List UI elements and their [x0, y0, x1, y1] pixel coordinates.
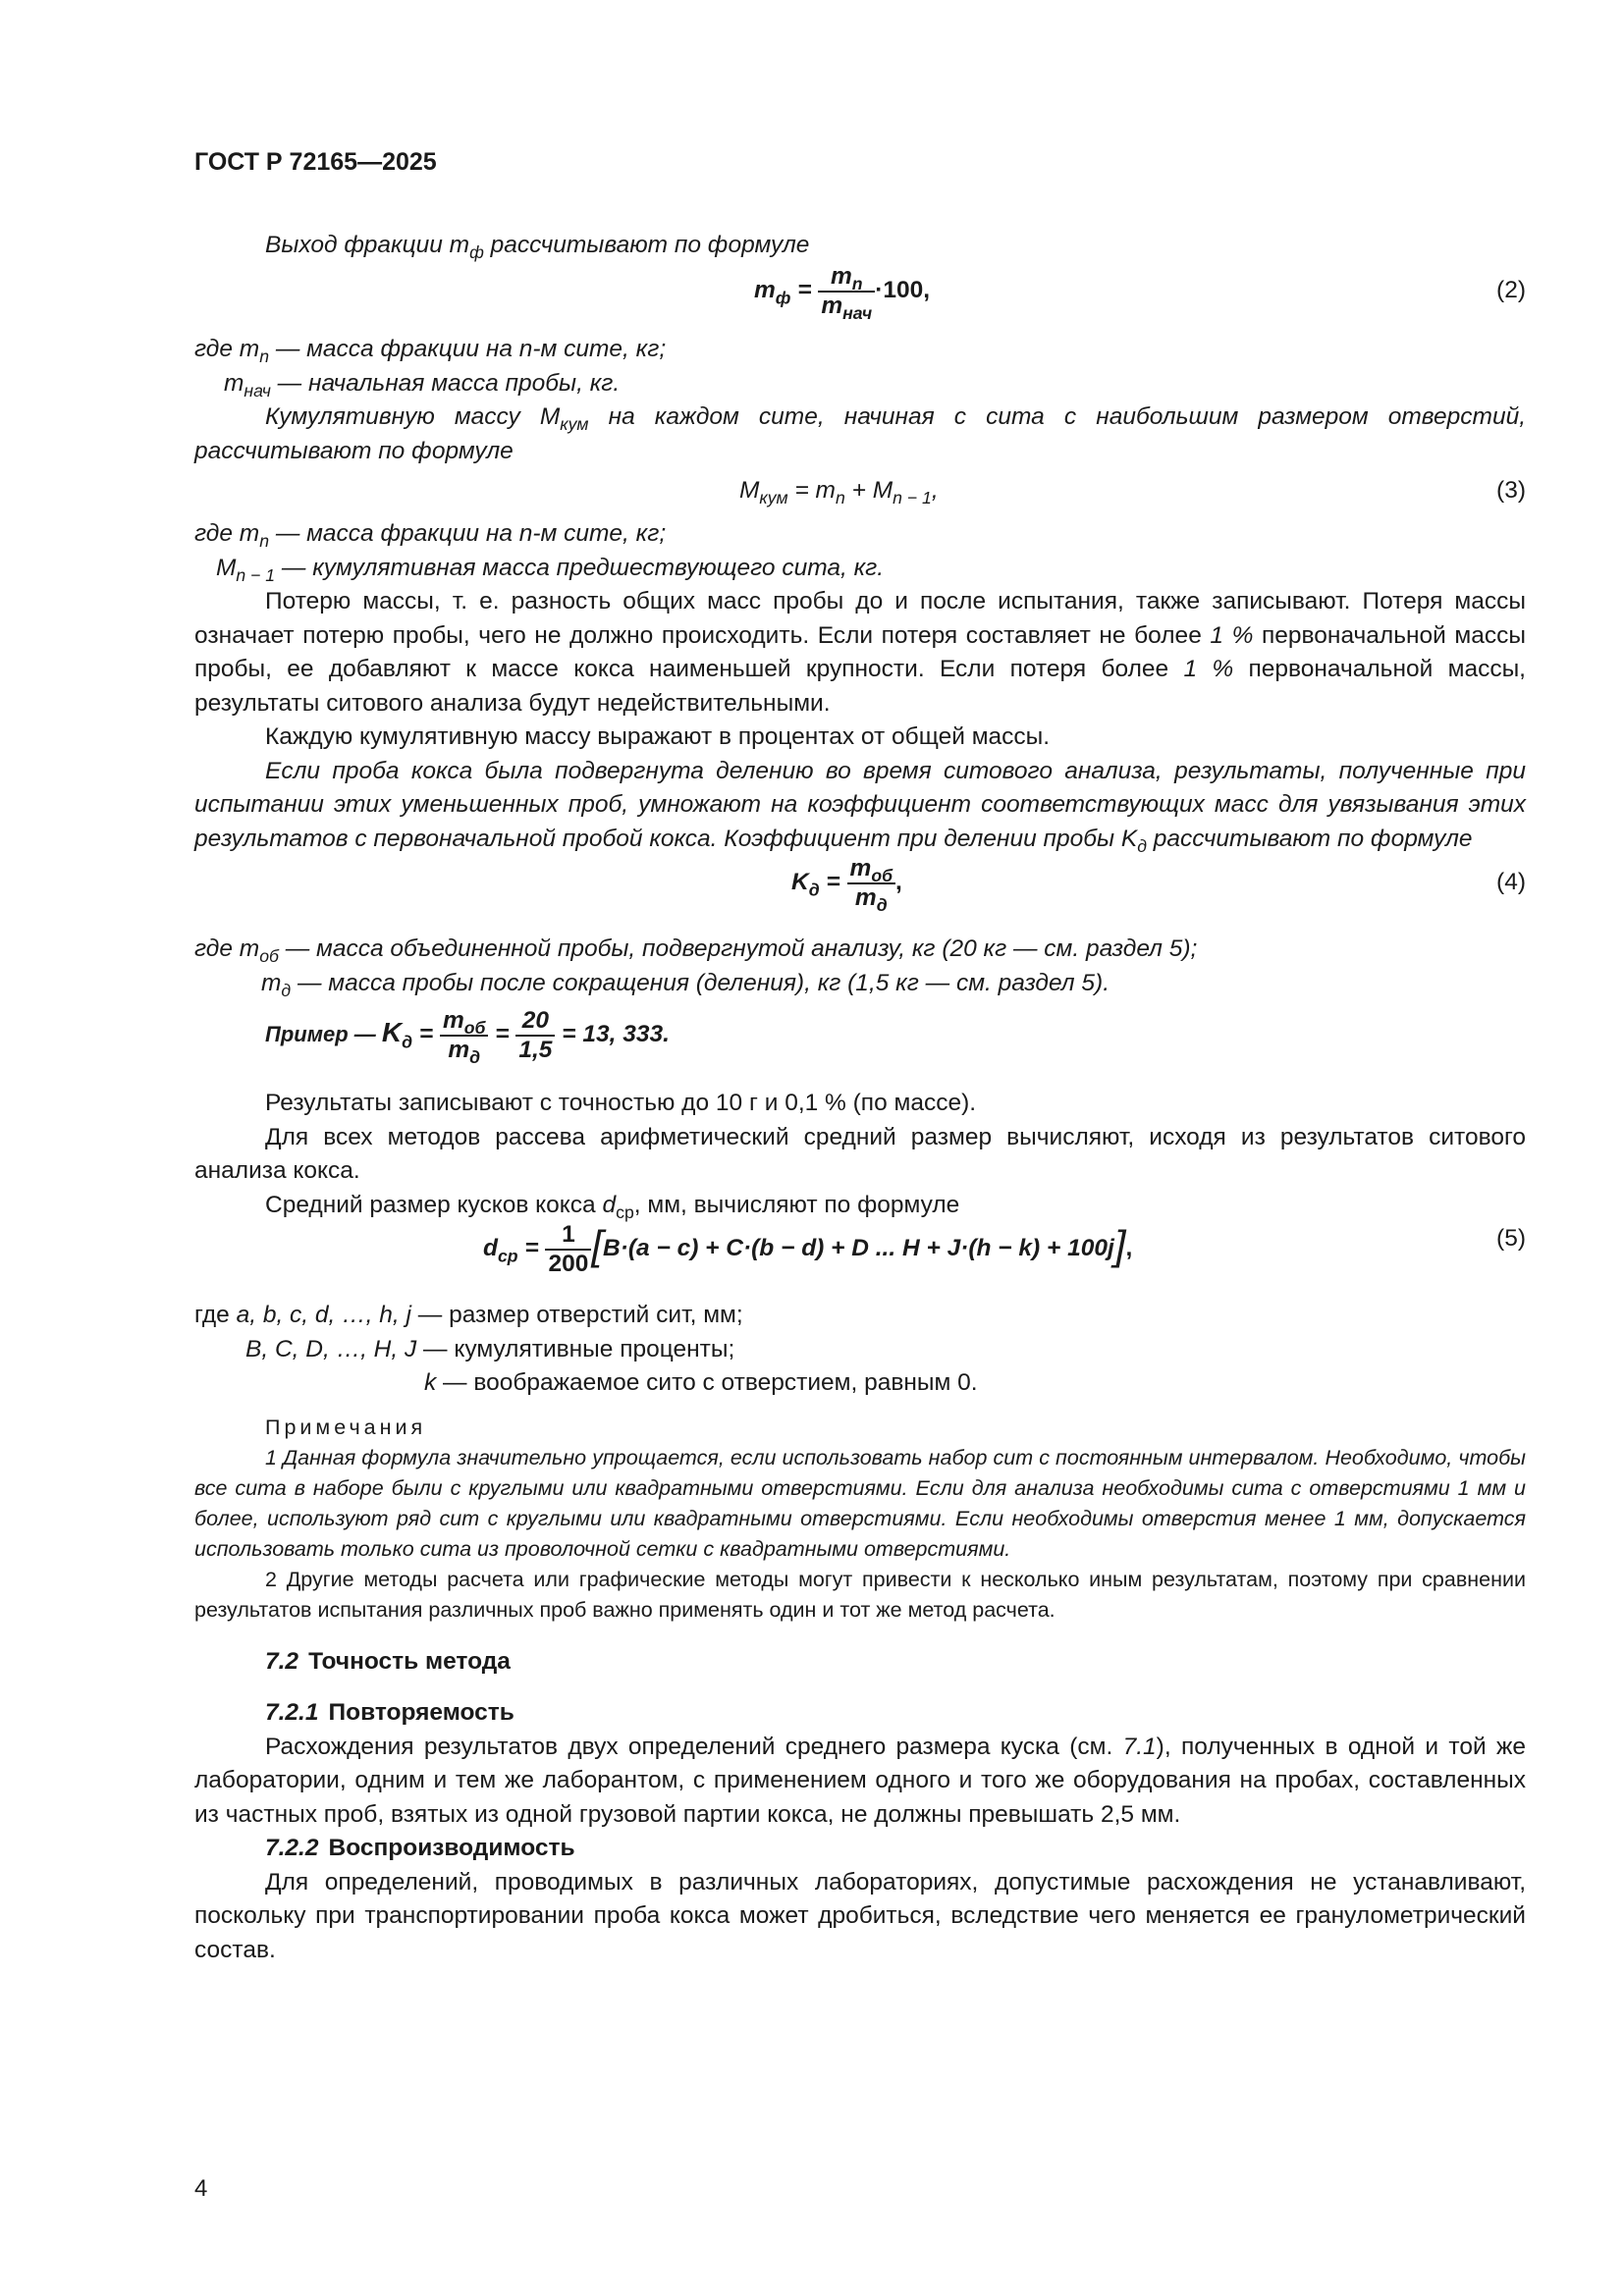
where5-line-1: где a, b, c, d, …, h, j — размер отверстий сит, мм;: [194, 1302, 743, 1328]
notes-block: [194, 1413, 1526, 1626]
where4-line-1: где $m_{об}$ — масса объединенной пробы, подвергнутой анализу, кг (20 кг — см. раздел 5);: [194, 935, 1198, 967]
equation-3-number: (3): [1496, 477, 1526, 504]
note-2: 2 Другие методы расчета или графические методы могут привести к несколько иным результатам, поэтому при сравнении результатов испытания различных проб важно применять один и тот же метод расчета.: [194, 1567, 1526, 1622]
equation-5: [194, 1222, 1526, 1299]
section-7-2-1-heading: 7.2.1 Повторяемость: [265, 1699, 514, 1726]
where5-line-2: B, C, D, …, H, J — кумулятивные проценты;: [245, 1335, 735, 1362]
notes-title: Примечания: [265, 1415, 427, 1439]
where4-line-2: $m_д$ — масса пробы после сокращения (деления), кг (1,5 кг — см. раздел 5).: [261, 969, 1110, 1000]
where5-line-3: k — воображаемое сито с отверстием, равным 0.: [424, 1369, 978, 1396]
equation-5-formula: $d_{ср}$ = $\frac{1}{200}$ [B·(a − c) + C·(b − d) + D ... H + J·(h − k) + 100j],: [483, 1221, 1133, 1277]
division-paragraph: Если проба кокса была подвергнута делению во время ситового анализа, результаты, полученные при испытании этих уменьшенных проб, умножают на коэффициент соответствующих масс для увязывания этих результатов с первоначальной пробой кокса. Коэффициент при делении пробы $K_д$ рассчитывают по формуле: [194, 757, 1526, 856]
repeatability-paragraph: Расхождения результатов двух определений среднего размера куска (см. 7.1), полученных в одной и той же лаборатории, одним и тем же лаборантом, с применением одного и того же оборудования на пробах, составленных из частных проб, взятых из одной грузовой партии кокса, не должны превышать 2,5 мм.: [194, 1733, 1526, 1828]
section-7-2-2-heading: 7.2.2 Воспроизводимость: [265, 1835, 575, 1861]
example-row: [194, 1008, 1526, 1087]
document-page: [194, 145, 1526, 1967]
where2-line-2: $m_{нач}$ — начальная масса пробы, кг.: [224, 369, 621, 400]
document-header: ГОСТ Р 72165—2025: [194, 148, 437, 176]
formula2-intro: Выход фракции $m_ф$ рассчитывают по формуле: [265, 231, 810, 262]
section-7-2-heading: 7.2 Точность метода: [265, 1647, 511, 1675]
results-paragraph: Результаты записывают с точностью до 10 г и 0,1 % (по массе).: [265, 1090, 977, 1116]
where2-line-1: где $m_n$ — масса фракции на n-м сите, кг;: [194, 336, 667, 367]
average-size-intro: Средний размер кусков кокса $d_{ср}$, мм, вычисляют по формуле: [265, 1191, 960, 1222]
equation-4-formula: $K_д$ = $\frac{m_{об}}{m_д}$ ,: [791, 855, 902, 915]
equation-2-number: (2): [1496, 277, 1526, 303]
methods-paragraph: Для всех методов рассева арифметический средний размер вычисляют, исходя из результатов ситового анализа кокса.: [194, 1123, 1526, 1184]
note-1: 1 Данная формула значительно упрощается, если использовать набор сит с постоянным интервалом. Необходимо, чтобы все сита в наборе были с круглыми или квадратными отверстиями. Если для анализа необходимы сита с отверстиями 1 мм и более, используют ряд сит с круглыми или квадратными отверстиями. Если необходимы отверстия менее 1 мм, допускается использовать только сита из проволочной сетки с квадратными отверстиями.: [194, 1445, 1526, 1561]
equation-2-formula: $m_ф$ = $\frac{m_n}{m_{нач}}$ ·100,: [754, 263, 931, 323]
express-paragraph: Каждую кумулятивную массу выражают в процентах от общей массы.: [265, 723, 1051, 750]
equation-4: [194, 856, 1526, 933]
equation-4-number: (4): [1496, 869, 1526, 895]
page-number: 4: [194, 2175, 208, 2202]
where3-line-1: где $m_n$ — масса фракции на n-м сите, кг;: [194, 520, 667, 552]
equation-5-number: (5): [1496, 1225, 1526, 1252]
example-formula: Пример — $K_д$ = $\frac{m_{об}}{m_д}$ = $\frac{20}{1,5}$ = 13, 333.: [265, 1007, 670, 1067]
equation-2: [194, 262, 1526, 333]
mass-loss-paragraph: Потерю массы, т. е. разность общих масс пробы до и после испытания, также записывают. Потеря массы означает потерю пробы, чего не должно происходить. Если потеря составляет не более 1 % первоначальной массы пробы, ее добавляют к массе кокса наименьшей крупности. Если потеря более 1 % первоначальной массы, результаты ситового анализа будут недействительными.: [194, 588, 1526, 717]
equation-3-formula: $M_{кум} = m_n + M_{n - 1}$,: [739, 477, 939, 508]
cumulative-intro: Кумулятивную массу $M_{кум}$ на каждом сите, начиная с сита с наибольшим размером отверстий, рассчитывают по формуле: [194, 403, 1527, 464]
reproducibility-paragraph: Для определений, проводимых в различных лабораториях, допустимые расхождения не устанавливают, поскольку при транспортировании проба кокса может дробиться, вследствие чего меняется ее гранулометрический состав.: [194, 1868, 1526, 1963]
equation-3: [194, 468, 1526, 517]
where3-line-2: $M_{n - 1}$ — кумулятивная масса предшествующего сита, кг.: [216, 554, 885, 585]
